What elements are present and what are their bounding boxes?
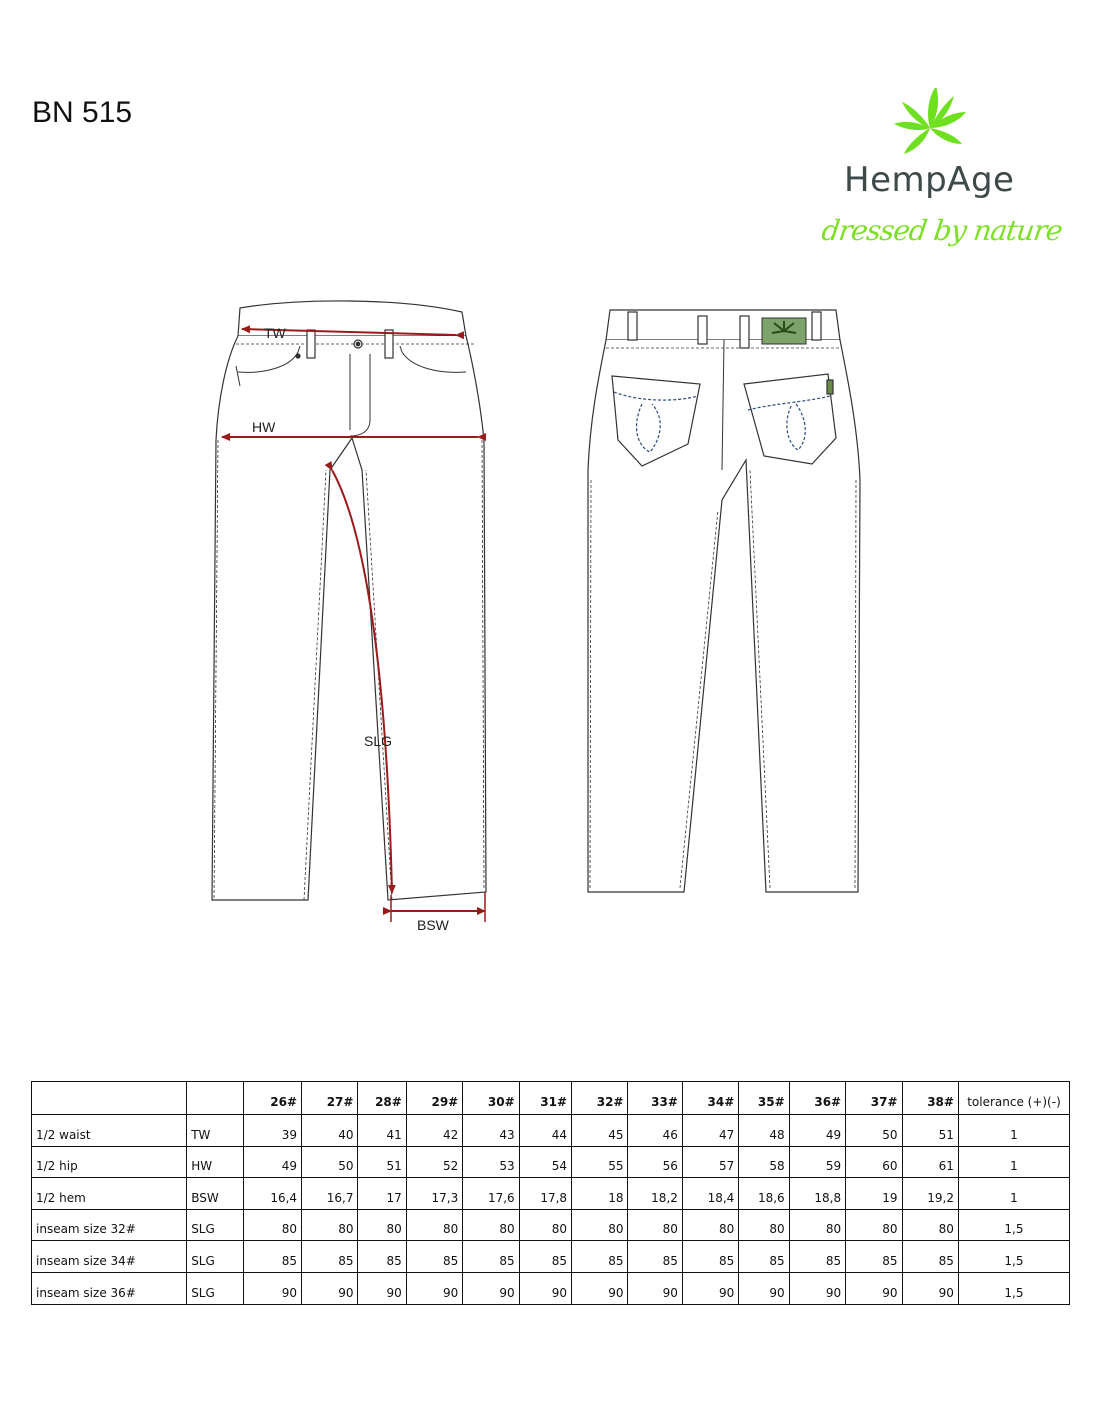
table-row [32, 1241, 1070, 1273]
measurement-value: 80 [519, 1209, 571, 1241]
measurement-value: 58 [739, 1146, 789, 1178]
tolerance-value: 1,5 [958, 1241, 1069, 1273]
measurement-value: 16,7 [302, 1178, 358, 1210]
measurement-value: 16,4 [243, 1178, 301, 1210]
measurement-value: 90 [628, 1272, 682, 1304]
measurement-value: 85 [302, 1241, 358, 1273]
measurement-value: 85 [572, 1241, 628, 1273]
measurement-value: 80 [682, 1209, 738, 1241]
tolerance-value: 1,5 [958, 1272, 1069, 1304]
document-title: BN 515 [32, 96, 133, 129]
pants-technical-drawing [0, 290, 1100, 950]
table-row [32, 1115, 1070, 1147]
measurement-value: 90 [789, 1272, 845, 1304]
measurement-value: 90 [739, 1272, 789, 1304]
measurement-value: 80 [572, 1209, 628, 1241]
measurement-value: 90 [302, 1272, 358, 1304]
brand-tagline: dressed by nature [819, 214, 1064, 247]
measurement-value: 85 [463, 1241, 519, 1273]
measurement-value: 53 [463, 1146, 519, 1178]
size-header: 35# [739, 1082, 789, 1115]
table-row [32, 1209, 1070, 1241]
measurement-value: 18,4 [682, 1178, 738, 1210]
size-header: 29# [406, 1082, 462, 1115]
slg-label: SLG [364, 733, 393, 749]
measurement-value: 80 [739, 1209, 789, 1241]
measurement-value: 46 [628, 1115, 682, 1147]
table-row [32, 1178, 1070, 1210]
measurement-value: 18 [572, 1178, 628, 1210]
back-label-patch-icon [762, 318, 806, 344]
measurement-value: 39 [243, 1115, 301, 1147]
measurement-value: 18,2 [628, 1178, 682, 1210]
measurement-value: 80 [902, 1209, 958, 1241]
measurement-value: 47 [682, 1115, 738, 1147]
size-header-row [32, 1082, 1070, 1115]
measurement-value: 43 [463, 1115, 519, 1147]
measurement-value: 17,3 [406, 1178, 462, 1210]
measurement-value: 45 [572, 1115, 628, 1147]
measurement-value: 90 [682, 1272, 738, 1304]
measurement-value: 51 [902, 1115, 958, 1147]
measurement-code: TW [187, 1115, 243, 1147]
measurement-code: BSW [187, 1178, 243, 1210]
measurement-value: 90 [902, 1272, 958, 1304]
tolerance-value: 1,5 [958, 1209, 1069, 1241]
measurement-value: 85 [902, 1241, 958, 1273]
measurement-value: 90 [243, 1272, 301, 1304]
measurement-value: 80 [302, 1209, 358, 1241]
brand-name: HempAge [844, 160, 1015, 200]
tolerance-value: 1 [958, 1178, 1069, 1210]
measurement-value: 80 [406, 1209, 462, 1241]
size-header: 33# [628, 1082, 682, 1115]
measurement-value: 90 [519, 1272, 571, 1304]
measurement-value: 85 [628, 1241, 682, 1273]
measurement-name: inseam size 34# [32, 1241, 187, 1273]
measurement-value: 17,6 [463, 1178, 519, 1210]
measurement-value: 40 [302, 1115, 358, 1147]
measurement-value: 19,2 [902, 1178, 958, 1210]
measurement-name: 1/2 hip [32, 1146, 187, 1178]
measurement-value: 60 [846, 1146, 902, 1178]
bsw-label: BSW [417, 917, 449, 933]
measurement-value: 85 [789, 1241, 845, 1273]
size-chart-table [31, 1081, 1070, 1305]
measurement-code: SLG [187, 1241, 243, 1273]
header-empty-cell [187, 1082, 243, 1115]
size-header: 34# [682, 1082, 738, 1115]
measurement-value: 17 [358, 1178, 406, 1210]
table-row [32, 1272, 1070, 1304]
measurement-value: 61 [902, 1146, 958, 1178]
size-header: 31# [519, 1082, 571, 1115]
measurement-value: 49 [789, 1115, 845, 1147]
measurement-name: 1/2 waist [32, 1115, 187, 1147]
measurement-value: 18,6 [739, 1178, 789, 1210]
measurement-value: 80 [846, 1209, 902, 1241]
measurement-value: 85 [682, 1241, 738, 1273]
measurement-code: SLG [187, 1272, 243, 1304]
size-header: 36# [789, 1082, 845, 1115]
measurement-value: 80 [463, 1209, 519, 1241]
measurement-value: 59 [789, 1146, 845, 1178]
measurement-value: 54 [519, 1146, 571, 1178]
front-view-drawing [212, 301, 486, 900]
measurement-value: 19 [846, 1178, 902, 1210]
measurement-value: 85 [519, 1241, 571, 1273]
measurement-value: 18,8 [789, 1178, 845, 1210]
measurement-value: 85 [739, 1241, 789, 1273]
size-header: 27# [302, 1082, 358, 1115]
measurement-value: 44 [519, 1115, 571, 1147]
tolerance-header: tolerance (+)(-) [958, 1082, 1069, 1115]
measurement-value: 85 [358, 1241, 406, 1273]
measurement-value: 80 [789, 1209, 845, 1241]
size-header: 38# [902, 1082, 958, 1115]
measurement-value: 49 [243, 1146, 301, 1178]
measurement-value: 80 [628, 1209, 682, 1241]
back-view-drawing [588, 310, 860, 892]
measurement-value: 90 [572, 1272, 628, 1304]
measurement-value: 57 [682, 1146, 738, 1178]
measurement-value: 50 [846, 1115, 902, 1147]
measurement-value: 85 [243, 1241, 301, 1273]
measurement-value: 42 [406, 1115, 462, 1147]
measurement-name: inseam size 36# [32, 1272, 187, 1304]
measurement-value: 90 [406, 1272, 462, 1304]
size-header: 26# [243, 1082, 301, 1115]
measurement-value: 90 [358, 1272, 406, 1304]
hw-label: HW [252, 419, 276, 435]
measurement-value: 48 [739, 1115, 789, 1147]
measurement-value: 52 [406, 1146, 462, 1178]
measurement-name: 1/2 hem [32, 1178, 187, 1210]
tolerance-value: 1 [958, 1115, 1069, 1147]
size-header: 32# [572, 1082, 628, 1115]
tw-label: TW [264, 325, 286, 341]
measurement-value: 56 [628, 1146, 682, 1178]
measurement-code: SLG [187, 1209, 243, 1241]
measurement-value: 90 [463, 1272, 519, 1304]
measurement-value: 51 [358, 1146, 406, 1178]
measurement-code: HW [187, 1146, 243, 1178]
measurement-value: 55 [572, 1146, 628, 1178]
table-row [32, 1146, 1070, 1178]
measurement-value: 17,8 [519, 1178, 571, 1210]
measurement-value: 90 [846, 1272, 902, 1304]
measurement-value: 85 [406, 1241, 462, 1273]
size-header: 37# [846, 1082, 902, 1115]
measurement-name: inseam size 32# [32, 1209, 187, 1241]
measurement-value: 41 [358, 1115, 406, 1147]
tolerance-value: 1 [958, 1146, 1069, 1178]
size-header: 30# [463, 1082, 519, 1115]
measurement-value: 50 [302, 1146, 358, 1178]
measurement-value: 85 [846, 1241, 902, 1273]
size-header: 28# [358, 1082, 406, 1115]
header-empty-cell [32, 1082, 187, 1115]
measurement-value: 80 [243, 1209, 301, 1241]
measurement-value: 80 [358, 1209, 406, 1241]
